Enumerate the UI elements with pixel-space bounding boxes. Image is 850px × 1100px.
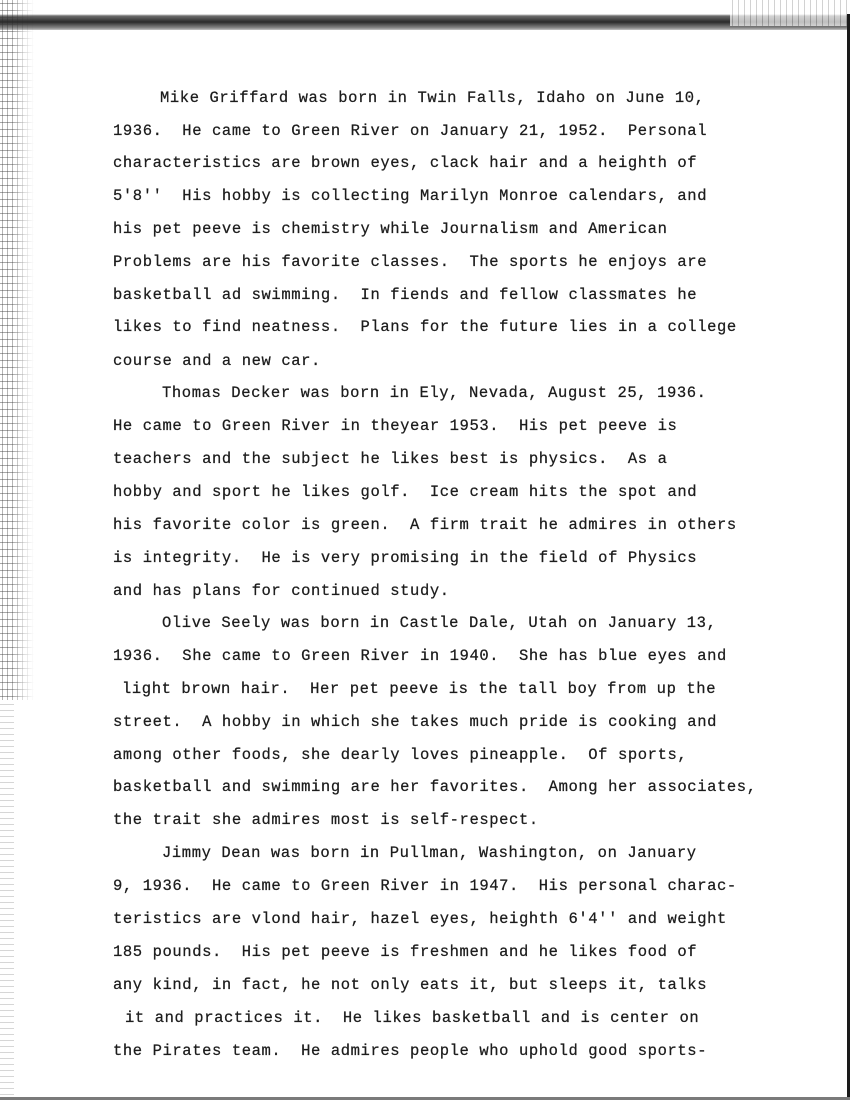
text-line: his favorite color is green. A firm trait he admires in others: [113, 516, 737, 534]
text-line: and has plans for continued study.: [113, 582, 450, 600]
text-line: light brown hair. Her pet peeve is the tall boy from up the: [122, 680, 717, 698]
text-line: the Pirates team. He admires people who uphold good sports-: [113, 1042, 708, 1060]
text-line: it and practices it. He likes basketball and is center on: [125, 1009, 700, 1027]
text-line: Olive Seely was born in Castle Dale, Utah on January 13,: [162, 614, 717, 632]
text-line: Thomas Decker was born in Ely, Nevada, August 25, 1936.: [162, 384, 707, 402]
text-line: 185 pounds. His pet peeve is freshmen and he likes food of: [113, 943, 698, 961]
text-line: is integrity. He is very promising in the field of Physics: [113, 549, 698, 567]
text-line: the trait she admires most is self-respect.: [113, 811, 539, 829]
text-line: He came to Green River in theyear 1953. His pet peeve is: [113, 417, 678, 435]
text-line: teristics are vlond hair, hazel eyes, heighth 6'4'' and weight: [113, 910, 727, 928]
text-line: 1936. He came to Green River on January 21, 1952. Personal: [113, 122, 708, 140]
text-line: Problems are his favorite classes. The sports he enjoys are: [113, 253, 708, 271]
text-line: 9, 1936. He came to Green River in 1947. His personal charac-: [113, 877, 737, 895]
text-line: street. A hobby in which she takes much pride is cooking and: [113, 713, 717, 731]
text-line: characteristics are brown eyes, clack hair and a heighth of: [113, 154, 698, 172]
text-line: hobby and sport he likes golf. Ice cream hits the spot and: [113, 483, 698, 501]
text-line: among other foods, she dearly loves pineapple. Of sports,: [113, 746, 688, 764]
text-line: likes to find neatness. Plans for the future lies in a college: [113, 318, 737, 336]
text-line: 1936. She came to Green River in 1940. She has blue eyes and: [113, 647, 727, 665]
text-line: 5'8'' His hobby is collecting Marilyn Monroe calendars, and: [113, 187, 708, 205]
text-line: basketball ad swimming. In fiends and fellow classmates he: [113, 286, 698, 304]
text-line: Jimmy Dean was born in Pullman, Washington, on January: [162, 844, 697, 862]
text-line: Mike Griffard was born in Twin Falls, Idaho on June 10,: [160, 89, 705, 107]
text-line: his pet peeve is chemistry while Journalism and American: [113, 220, 668, 238]
text-line: teachers and the subject he likes best is physics. As a: [113, 450, 668, 468]
text-line: any kind, in fact, he not only eats it, but sleeps it, talks: [113, 976, 708, 994]
text-line: course and a new car.: [113, 352, 321, 370]
text-line: basketball and swimming are her favorites. Among her associates,: [113, 778, 757, 796]
